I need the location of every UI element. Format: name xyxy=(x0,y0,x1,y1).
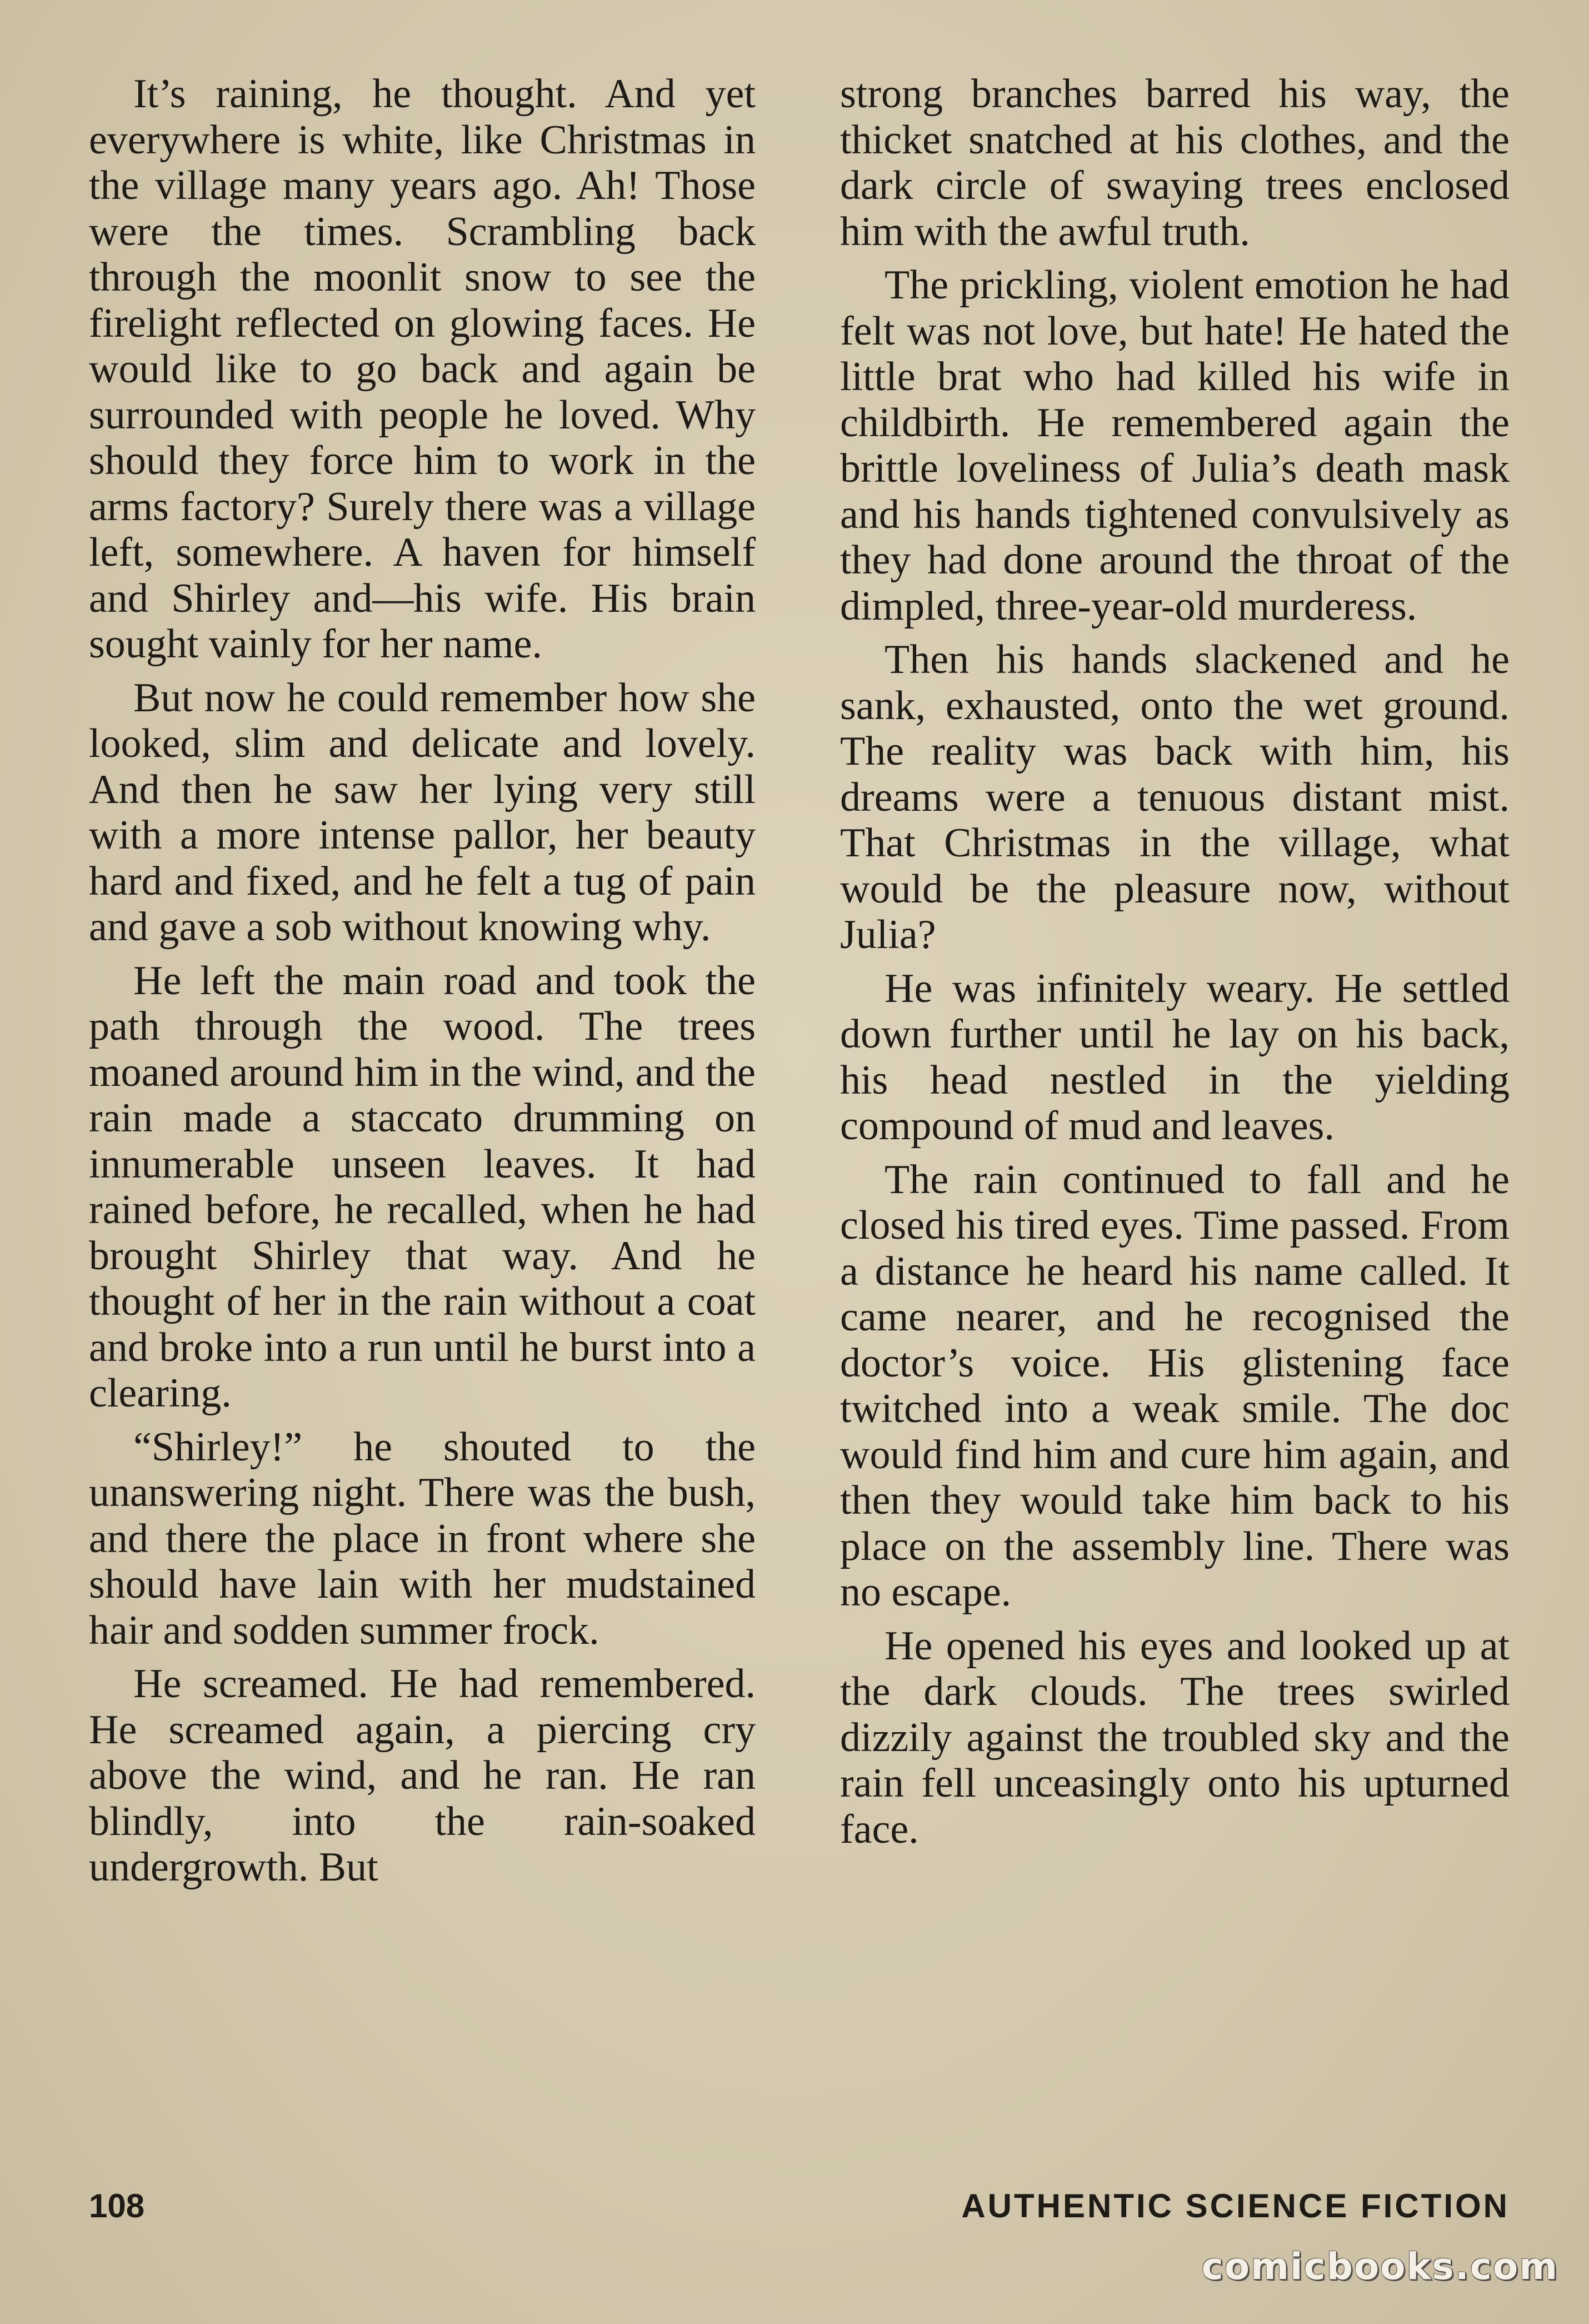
paragraph: Then his hands slackened and he sank, exhausted, onto the wet ground. The reality was back with him, his dreams were a tenuous distant mist. That Christmas in the village, what would be the pleasure now, without Julia? xyxy=(840,637,1510,957)
continued-paragraph: strong branches barred his way, the thicket snatched at his clothes, and the dark circle of swaying trees enclosed him with the awful truth. xyxy=(840,71,1510,255)
running-title: AUTHENTIC SCIENCE FICTION xyxy=(961,2187,1510,2225)
paragraph: He was infinitely weary. He settled down further until he lay on his back, his head nestled in the yielding compound of mud and leaves. xyxy=(840,965,1510,1149)
paragraph: He opened his eyes and looked up at the dark clouds. The trees swirled dizzily against the troubled sky and the rain fell unceasingly onto his upturned face. xyxy=(840,1623,1510,1852)
paragraph: But now he could remember how she looked, slim and delicate and lovely. And then he saw her lying very still with a more intense pallor, her beauty hard and fixed, and he felt a tug of pain and gave a sob without knowing why. xyxy=(89,675,756,950)
left-text-column xyxy=(89,71,756,1898)
paragraph: It’s raining, he thought. And yet everywhere is white, like Christmas in the village many years ago. Ah! Those were the times. Scrambling back through the moonlit snow to see the firelight reflected on glowing faces. He would like to go back and again be surrounded with people he loved. Why should they force him to work in the arms factory? Surely there was a village left, somewhere. A haven for himself and Shirley and—his wife. His brain sought vainly for her name. xyxy=(89,71,756,667)
paragraph: The rain continued to fall and he closed his tired eyes. Time passed. From a distance he heard his name called. It came nearer, and he recognised the doctor’s voice. His glistening face twitched into a weak smile. The doc would find him and cure him again, and then they would take him back to his place on the assembly line. There was no escape. xyxy=(840,1156,1510,1615)
paragraph: He screamed. He had remembered. He screamed again, a piercing cry above the wind, and he ran. He ran blindly, into the rain-soaked undergrowth. But xyxy=(89,1661,756,1890)
page-number: 108 xyxy=(89,2187,145,2225)
page-footer xyxy=(89,2187,1510,2231)
watermark: comicbooks.com xyxy=(1201,2245,1558,2288)
paragraph: The prickling, violent emotion he had felt was not love, but hate! He hated the little brat who had killed his wife in childbirth. He remembered again the brittle loveliness of Julia’s death mask and his hands tightened convulsively as they had done around the throat of the dimpled, three-year-old murderess. xyxy=(840,262,1510,629)
paragraph: “Shirley!” he shouted to the unanswering night. There was the bush, and there the place in front where she should have lain with her mudstained hair and sodden summer frock. xyxy=(89,1424,756,1653)
right-text-column xyxy=(840,71,1510,1860)
paragraph: He left the main road and took the path through the wood. The trees moaned around him in the wind, and the rain made a staccato drumming on innumerable unseen leaves. It had rained before, he recalled, when he had brought Shirley that way. And he thought of her in the rain without a coat and broke into a run until he burst into a clearing. xyxy=(89,957,756,1416)
